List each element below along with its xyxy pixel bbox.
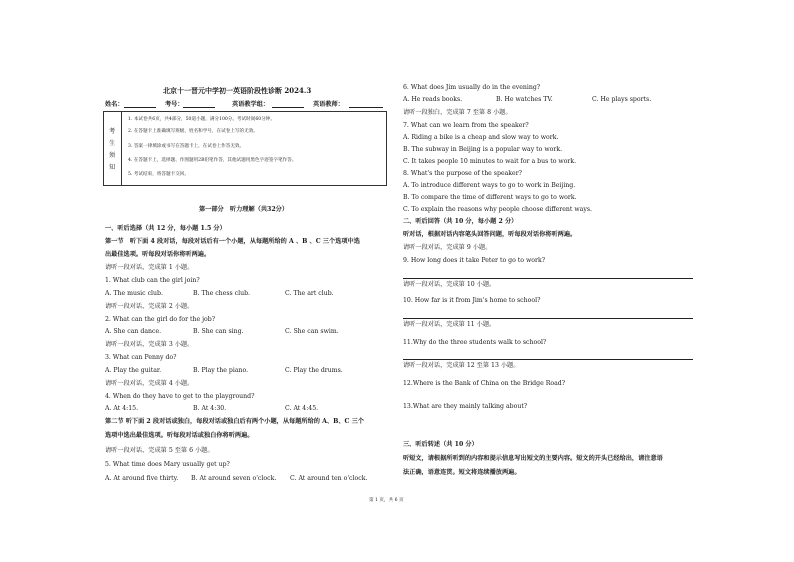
teacher-label: 英语教学组： [232,101,270,108]
option-c[interactable]: C. It takes people 10 minutes to wait for a bus to work. [403,158,577,165]
option-c[interactable]: C. At around ten o'clock. [290,475,368,482]
section3-intro: 听短文，请根据所听到的内容和提示信息写出短文的主要内容。短文的开头已经给出，请注意语 [403,455,663,462]
option-b[interactable]: B. She can sing. [193,328,244,335]
question-2: 2. What can the girl do for the job? [105,316,216,323]
option-a[interactable]: A. To introduce different ways to go to work in Beijing. [403,182,576,189]
option-c[interactable]: C. She can swim. [285,328,339,335]
q2-lead: 请听一段对话，完成第 2 小题。 [105,303,194,310]
option-a[interactable]: A. At 4:15. [105,405,139,412]
notice-side-char: 知 [109,164,116,171]
section3-heading: 三、听后转述（共 10 分） [403,441,478,448]
section1-heading: 一、听后选择（共 12 分，每小题 1.5 分） [105,225,226,232]
question-8: 8. What's the purpose of the speaker? [403,170,522,177]
name-blank[interactable] [124,107,156,108]
option-b[interactable]: B. Play the piano. [193,367,249,374]
question-11: 11.Why do the three students walk to school? [403,339,547,346]
option-a[interactable]: A. At around five thirty. [105,475,179,482]
id-label: 考号： [165,101,184,108]
question-9: 9. How long does it take Peter to go to work? [403,257,546,264]
question-4: 4. When do they have to get to the playground? [105,393,255,400]
option-b[interactable]: B. The chess club. [193,290,251,297]
notice-item: 3. 答案一律填涂或书写在答题卡上，在试卷上作答无效。 [128,144,245,149]
name-label: 姓名： [105,101,124,108]
q12-lead: 请听一段对话，完成第 12 至第 13 小题。 [403,362,520,369]
teacher-blank[interactable] [272,107,304,108]
option-c[interactable]: C. The art club. [285,290,334,297]
q1-lead: 请听一段对话，完成第 1 小题。 [105,264,194,271]
notice-item: 2. 在答题卡上准确填写班级、姓名和学号，在试卷上写的无效。 [128,129,258,134]
notice-item: 1. 本试卷共6页，共4部分，50道小题，满分100分。考试时间60分钟。 [128,117,275,122]
notice-item: 4. 在答题卡上，选择题、作图题用2B铅笔作答，其他试题用黑色字迹签字笔作答。 [128,158,297,163]
teacher2-label: 英语教师： [313,101,344,108]
option-c[interactable]: C. He plays sports. [592,96,652,103]
option-a[interactable]: A. The music club. [105,290,163,297]
option-b[interactable]: B. At 4:30. [193,405,227,412]
section1-intro: 第一节 听下面 4 段对话，每段对话后有一个小题，从每题所给的 A 、B 、C 三个选项中选 [105,238,360,245]
option-c[interactable]: C. To explain the reasons why people choose different ways. [403,206,592,213]
q3-lead: 请听一段对话，完成第 3 小题。 [105,341,194,348]
notice-item: 5. 考试结束，将答题卡交回。 [128,172,189,177]
section1-part2-intro: 选项中选出最佳选项。听每段对话或独白你将听两遍。 [105,432,254,439]
id-blank[interactable] [183,107,215,108]
answer-line[interactable] [403,359,693,360]
q11-lead: 请听一段对话，完成第 11 小题。 [403,321,496,328]
option-b[interactable]: B. To compare the time of different ways to go to work. [403,194,577,201]
teacher2-blank[interactable] [349,107,383,108]
notice-side-char: 生 [109,140,116,147]
q9-lead: 请听一段对话，完成第 9 小题。 [403,244,492,251]
section1-part2-intro: 第二节 听下面 2 段对话或独白，每段对话或独白后有两个小题，从每题所给的 A、B、C 三个 [105,418,364,425]
question-1: 1. What club can the girl join? [105,277,200,284]
section2-heading: 二、听后回答（共 10 分，每小题 2 分） [403,218,518,225]
notice-side-char: 考 [109,128,116,135]
page-number: 第 1 页，共 6 页 [369,498,404,503]
question-6: 6. What does Jim usually do in the evening? [403,84,541,91]
question-7: 7. What can we learn from the speaker? [403,122,529,129]
question-12: 12.Where is the Bank of China on the Bridge Road? [403,380,566,387]
q4-lead: 请听一段对话，完成第 4 小题。 [105,380,194,387]
question-3: 3. What can Penny do? [105,354,177,361]
section3-intro: 法正确，语意连贯。短文将连续播放两遍。 [403,469,521,476]
option-b[interactable]: B. He watches TV. [496,96,553,103]
notice-divider [121,111,122,185]
option-a[interactable]: A. He reads books. [403,96,463,103]
option-a[interactable]: A. Riding a bike is a cheap and slow way to work. [403,134,559,141]
answer-line[interactable] [403,278,693,279]
q7-lead: 请听一段独白，完成第 7 至第 8 小题。 [403,109,512,116]
option-b[interactable]: B. The subway in Beijing is a popular way to work. [403,146,563,153]
question-5: 5. What time does Mary usually get up? [105,461,230,468]
section1-intro: 出最佳选项。听每段对话你将听两遍。 [105,251,211,258]
option-c[interactable]: C. At 4:45. [285,405,319,412]
question-10: 10. How far is it from Jim's home to school? [403,297,541,304]
question-13: 13.What are they mainly talking about? [403,403,528,410]
section2-intro: 听对话，根据对话内容笔头回答问题，听每段对话你将听两遍。 [403,231,577,238]
q10-lead: 请听一段对话，完成第 10 小题。 [403,281,496,288]
option-a[interactable]: A. Play the guitar. [105,367,162,374]
option-a[interactable]: A. She can dance. [105,328,162,335]
option-c[interactable]: C. Play the drums. [285,367,343,374]
part1-heading: 第一部分 听力理解（共32分） [199,206,289,213]
notice-side-char: 须 [109,152,116,159]
answer-line[interactable] [403,318,693,319]
q5-lead: 请听一段对话，完成第 5 至第 6 小题。 [105,447,214,454]
option-b[interactable]: B. At around seven o'clock. [191,475,277,482]
page-title: 北京十一晋元中学初一英语阶段性诊断 2024.3 [163,86,312,95]
